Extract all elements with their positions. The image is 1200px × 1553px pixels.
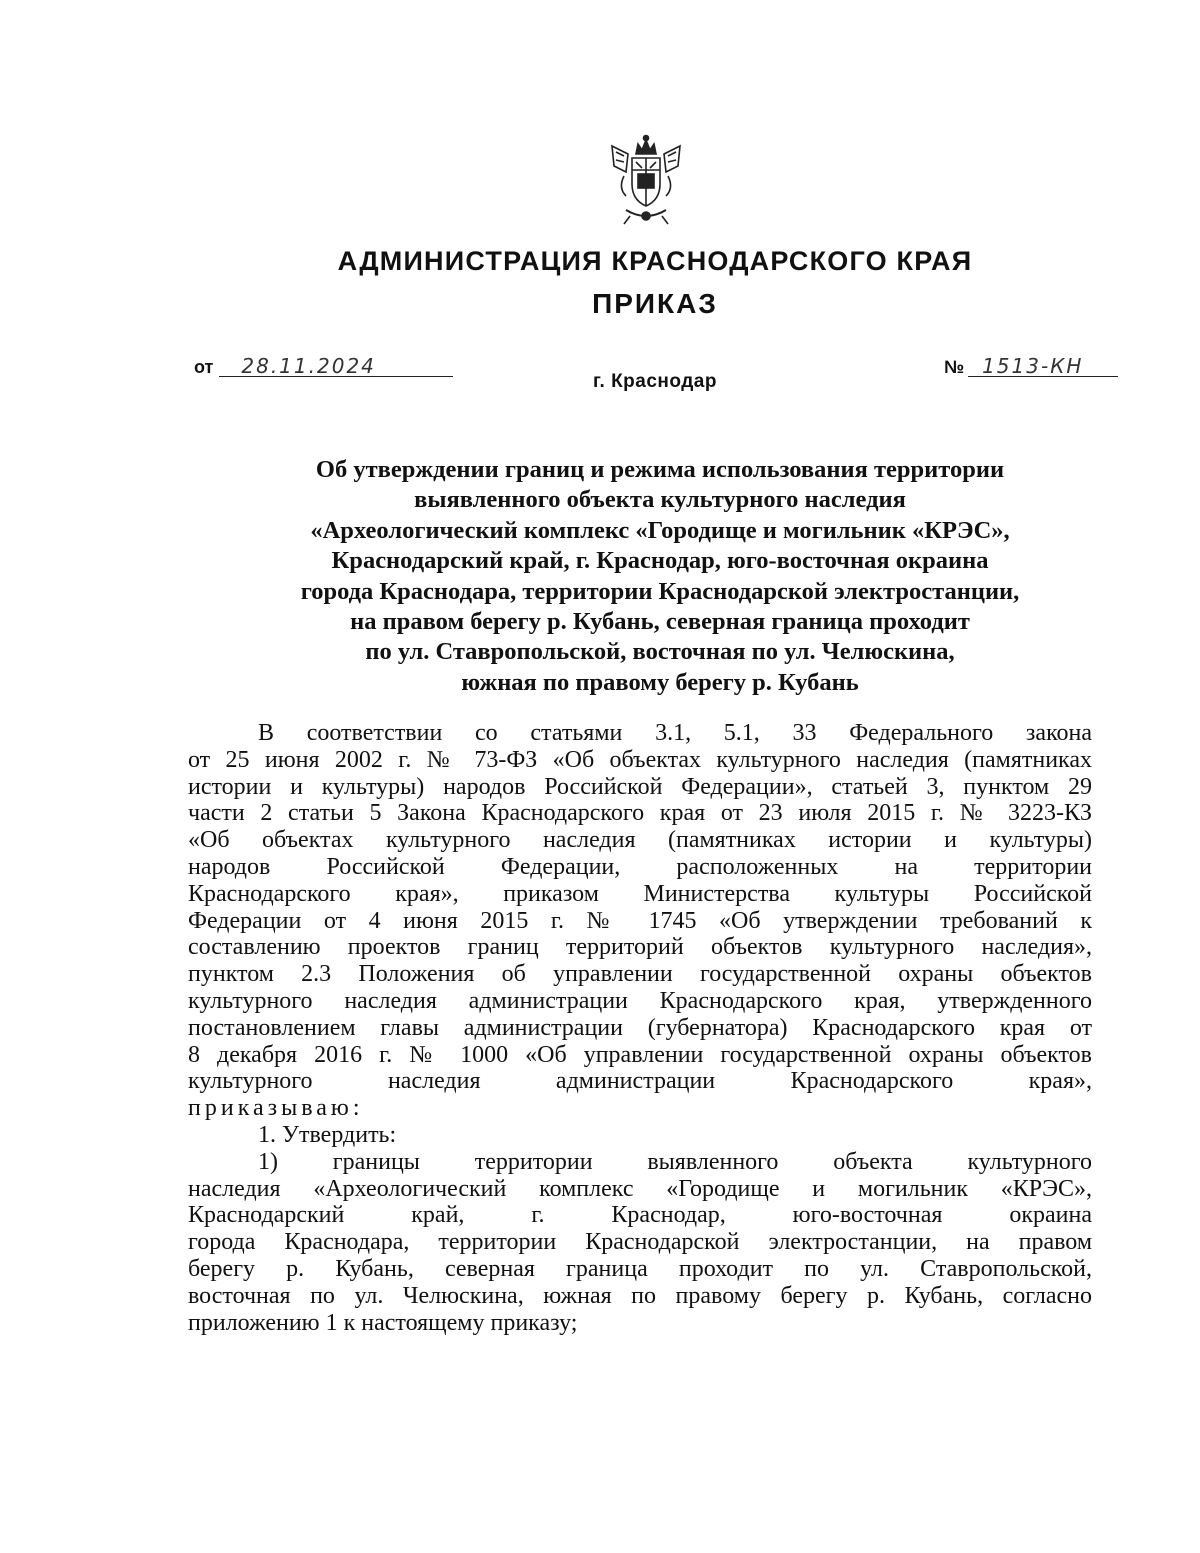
body-line: истории и культуры) народов Российской Федерации», статьей 3, пунктом 29 [188,773,1092,800]
organization-title: АДМИНИСТРАЦИЯ КРАСНОДАРСКОГО КРАЯ [337,246,973,276]
body-line: берегу р. Кубань, северная граница проходит по ул. Ставропольской, [188,1255,1092,1282]
body-line: 8 декабря 2016 г. № 1000 «Об управлении государственной охраны объектов [188,1041,1092,1068]
number-prefix: № [944,357,965,377]
item-1: 1. Утвердить: [258,1121,397,1148]
document-body [188,720,1092,1336]
subject-line: по ул. Ставропольской, восточная по ул. Челюскина, [365,638,955,666]
subject-line: Краснодарский край, г. Краснодар, юго-восточная окраина [331,547,989,575]
coat-of-arms-emblem [606,132,686,228]
body-line: постановлением главы администрации (губернатора) Краснодарского края от [188,1014,1092,1041]
body-line: восточная по ул. Челюскина, южная по правому берегу р. Кубань, согласно [188,1282,1092,1309]
body-line: народов Российской Федерации, расположенных на территории [188,853,1092,880]
subject-line: южная по правому берегу р. Кубань [461,668,859,696]
body-line: Краснодарского края», приказом Министерства культуры Российской [188,880,1092,907]
body-line: наследия «Археологический комплекс «Городище и могильник «КРЭС», [188,1175,1092,1202]
subject-line: «Археологический комплекс «Городище и могильник «КРЭС», [310,516,1010,544]
body-line: 1) границы территории выявленного объекта культурного [258,1148,1092,1175]
subject-line: Об утверждении границ и режима использования территории [315,456,1005,483]
body-line: приложению 1 к настоящему приказу; [188,1309,578,1336]
date-prefix: от [194,357,214,377]
date-value: 28.11.2024 [219,356,453,377]
body-line: составлению проектов границ территорий объектов культурного наследия», [188,934,1092,961]
subject-line: на правом берегу р. Кубань, северная граница проходит [350,608,970,636]
body-line: от 25 июня 2002 г. № 73-ФЗ «Об объектах культурного наследия (памятниках [188,746,1092,773]
body-line: части 2 статьи 5 Закона Краснодарского края от 23 июля 2015 г. № 3223-КЗ [188,800,1092,827]
subject-line: выявленного объекта культурного наследия [414,486,906,514]
document-type: ПРИКАЗ [592,288,718,319]
body-line: пунктом 2.3 Положения об управлении государственной охраны объектов [188,961,1092,988]
body-line: культурного наследия администрации Краснодарского края, утвержденного [188,987,1092,1014]
order-word: приказываю: [188,1095,364,1122]
body-line: культурного наследия администрации Краснодарского края», [188,1068,1092,1095]
body-line: «Об объектах культурного наследия (памятниках истории и культуры) [188,827,1092,854]
body-line: города Краснодара, территории Краснодарской электростанции, на правом [188,1229,1092,1256]
body-line: В соответствии со статьями 3.1, 5.1, 33 Федерального закона [258,720,1092,746]
city-label: г. Краснодар [593,371,717,392]
document-subject [160,455,1160,698]
subject-line: города Краснодара, территории Краснодарской электростанции, [300,577,1020,605]
number-value: 1513-КН [968,356,1118,377]
body-line: Краснодарский край, г. Краснодар, юго-восточная окраина [188,1202,1092,1229]
body-line: Федерации от 4 июня 2015 г. № 1745 «Об утверждении требований к [188,907,1092,934]
